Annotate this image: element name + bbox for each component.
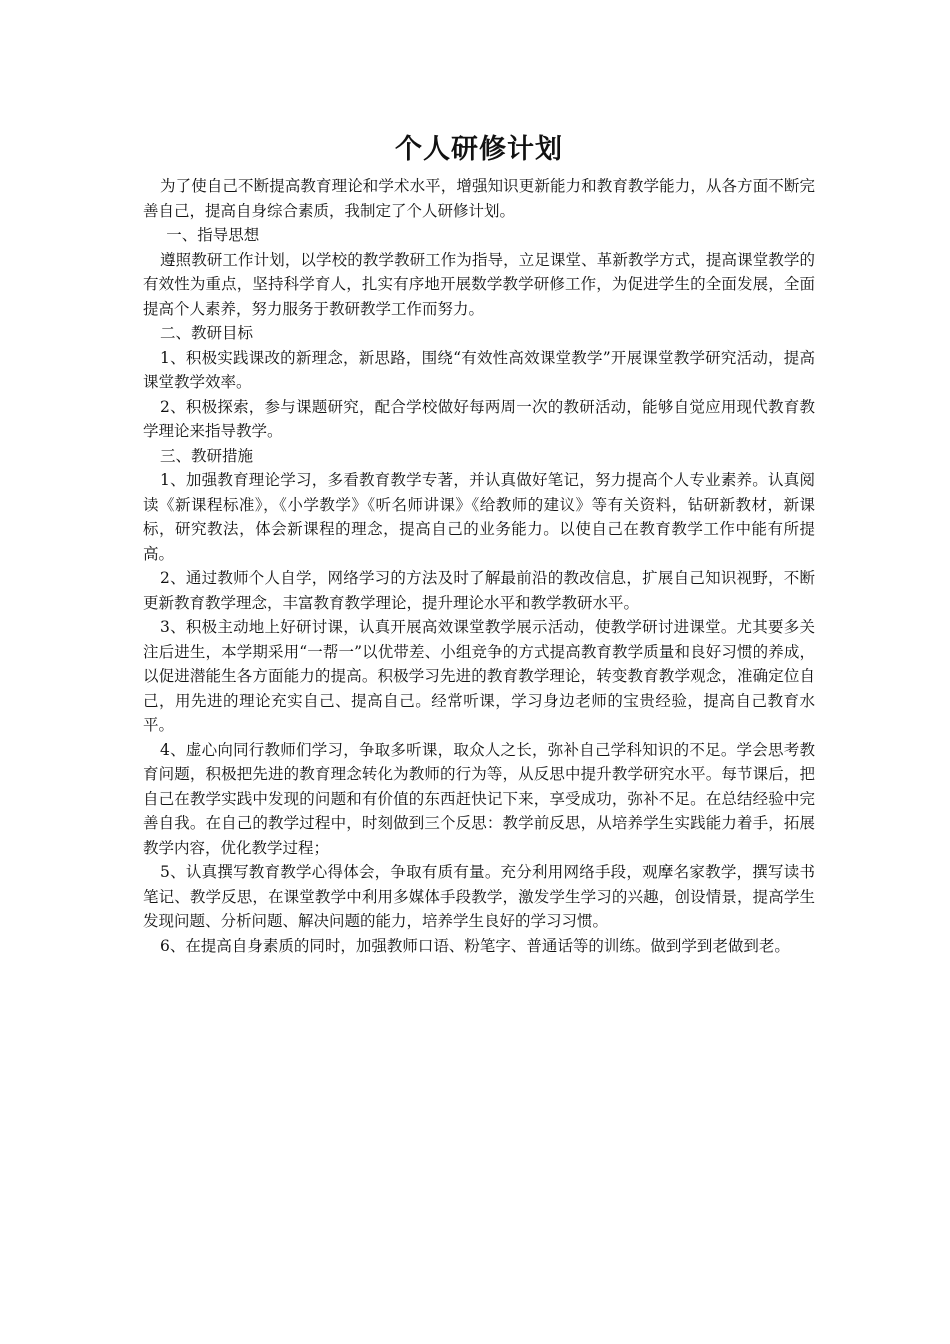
guiding-thought-paragraph: 遵照教研工作计划，以学校的教学教研工作为指导，立足课堂、革新教学方式，提高课堂教学的有效性为重点，坚持科学育人，扎实有序地开展数学教学研修工作，为促进学生的全面发展，全面提高个人素养，努力服务于教研教学工作而努力。 — [143, 250, 815, 318]
research-measure-item: 6、在提高自身素质的同时，加强教师口语、粉笔字、普通话等的训练。做到学到老做到老。 — [160, 936, 790, 955]
section-heading-research-goals: 二、教研目标 — [160, 324, 254, 342]
research-measure-item: 1、加强教育理论学习，多看教育教学专著，并认真做好笔记，努力提高个人专业素养。认真阅读《新课程标准》，《小学教学》《听名师讲课》《给教师的建议》等有关资料，钻研新教材，新课标，研究教法，体会新课程的理念，提高自己的业务能力。以使自己在教育教学工作中能有所提高。 — [143, 471, 815, 563]
research-measure-item: 3、积极主动地上好研讨课，认真开展高效课堂教学展示活动，使教学研讨进课堂。尤其要多关注后进生，本学期采用“一帮一”以优带差、小组竞争的方式提高教育教学质量和良好习惯的养成，以促进潜能生各方面能力的提高。积极学习先进的教育教学理论，转变教育教学观念，准确定位自己，用先进的理论充实自己、提高自己。经常听课，学习身边老师的宝贵经验，提高自己教育水平。 — [143, 618, 815, 734]
research-measure-item: 2、通过教师个人自学，网络学习的方法及时了解最前沿的教改信息，扩展自己知识视野，不断更新教育教学理念，丰富教育教学理论，提升理论水平和教学教研水平。 — [143, 569, 815, 612]
research-goal-item: 2、积极探索，参与课题研究，配合学校做好每两周一次的教研活动，能够自觉应用现代教育教学理论来指导教学。 — [143, 397, 815, 440]
section-heading-guiding-thought: 一、指导思想 — [166, 226, 260, 244]
section-heading-research-measures: 三、教研措施 — [160, 446, 254, 465]
document-title: 个人研修计划 — [395, 134, 563, 165]
research-goal-item: 1、积极实践课改的新理念，新思路，围绕“有效性高效课堂教学”开展课堂教学研究活动，提高课堂教学效率。 — [143, 348, 815, 391]
research-measure-item: 4、虚心向同行教师们学习，争取多听课，取众人之长，弥补自己学科知识的不足。学会思考教育问题，积极把先进的教育理念转化为教师的行为等，从反思中提升教学研究水平。每节课后，把自己在教学实践中发现的问题和有价值的东西赶快记下来，享受成功，弥补不足。在总结经验中完善自我。在自己的教学过程中，时刻做到三个反思：教学前反思，从培养学生实践能力着手，拓展教学内容，优化教学过程； — [143, 740, 815, 857]
document-page — [143, 130, 815, 958]
intro-paragraph: 为了使自己不断提高教育理论和学术水平，增强知识更新能力和教育教学能力，从各方面不断完善自己，提高自身综合素质，我制定了个人研修计划。 — [143, 177, 815, 220]
research-measure-item: 5、认真撰写教育教学心得体会，争取有质有量。充分利用网络手段，观摩名家教学，撰写读书笔记、教学反思，在课堂教学中利用多媒体手段教学，激发学生学习的兴趣，创设情景，提高学生发现问题、分析问题、解决问题的能力，培养学生良好的学习习惯。 — [143, 863, 815, 930]
